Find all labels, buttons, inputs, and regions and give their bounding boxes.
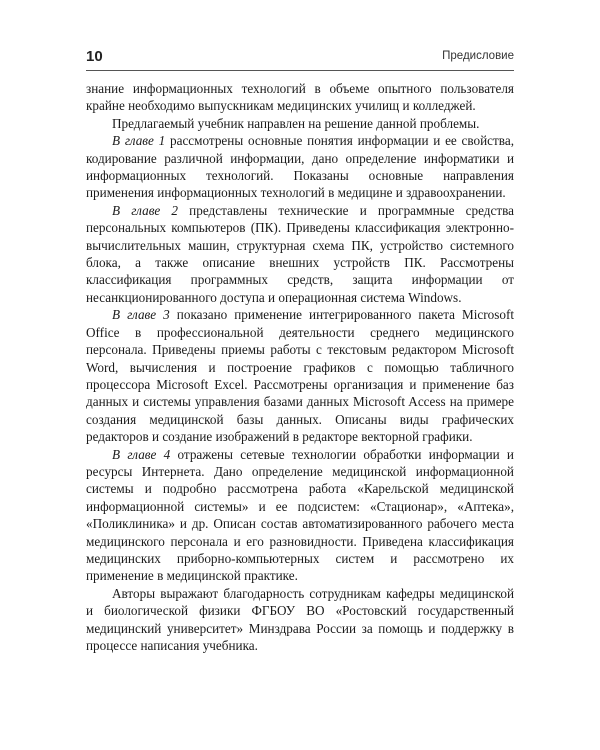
paragraph-text: рассмотрены основные понятия информации и ее свойства, кодирование различной информации, дано определение информатики и информационных технологий. Показаны основные направления применения информационных технологий в медицине и здравоохранении. (86, 133, 515, 201)
chapter-reference: В главе 2 (112, 202, 179, 218)
paragraph-text: Предлагаемый учебник направлен на решение данной проблемы. (112, 115, 480, 131)
paragraph (86, 446, 514, 585)
header-divider (86, 70, 514, 71)
paragraph-text: показано применение интегрированного пакета Microsoft Office в профессиональной деятельности среднего медицинского персонала. Приведены приемы работы с текстовым редактором Microsoft Word, вычисления и построение графиков с помощью табличного процессора Microsoft Excel. Рассмотрены организация и применение баз данных и системы управления базами данных Microsoft Access на примере создания медицинской базы данных. Описаны виды графических редакторов и создание изображений в редакторе векторной графики. (86, 307, 515, 445)
paragraph (86, 306, 514, 445)
paragraph (86, 132, 514, 202)
paragraph-text: представлены технические и программные средства персональных компьютеров (ПК). Приведены классификация электронно-вычислительных машин, структурная схема ПК, устройство системного блока, а также описание внешних устройств ПК. Рассмотрены классификация программных средств, защита информации от несанкционированного доступа и операционная система Windows. (86, 202, 514, 305)
paragraph-text: Авторы выражают благодарность сотрудникам кафедры медицинской и биологической физики ФГБОУ ВО «Ростовский государственный медицинский университет» Минздрава России за помощь и поддержку в процессе написания учебника. (86, 585, 514, 653)
paragraph (86, 585, 514, 655)
paragraph (86, 202, 514, 306)
paragraph-text: знание информационных технологий в объеме опытного пользователя крайне необходимо выпускникам медицинских училищ и колледжей. (86, 81, 514, 114)
page-number: 10 (86, 48, 103, 65)
paragraph (86, 115, 514, 132)
body-text (86, 80, 514, 654)
running-head: Предисловие (442, 50, 514, 62)
chapter-reference: В главе 1 (112, 133, 166, 149)
chapter-reference: В главе 3 (112, 307, 170, 323)
chapter-reference: В главе 4 (112, 446, 171, 462)
paragraph (86, 80, 514, 115)
page-header (86, 46, 514, 68)
paragraph-text: отражены сетевые технологии обработки информации и ресурсы Интернета. Дано определение медицинской информационной системы и подробно рассмотрена работа «Карельской медицинской информационной системы» и ее подсистем: «Стационар», «Аптека», «Поликлиника» и др. Описан состав автоматизированного рабочего места медицинского персонала и его разновидности. Приведена классификация медицинских приборно-компьютерных систем и рассмотрено их применение в медицинской практике. (86, 446, 514, 584)
